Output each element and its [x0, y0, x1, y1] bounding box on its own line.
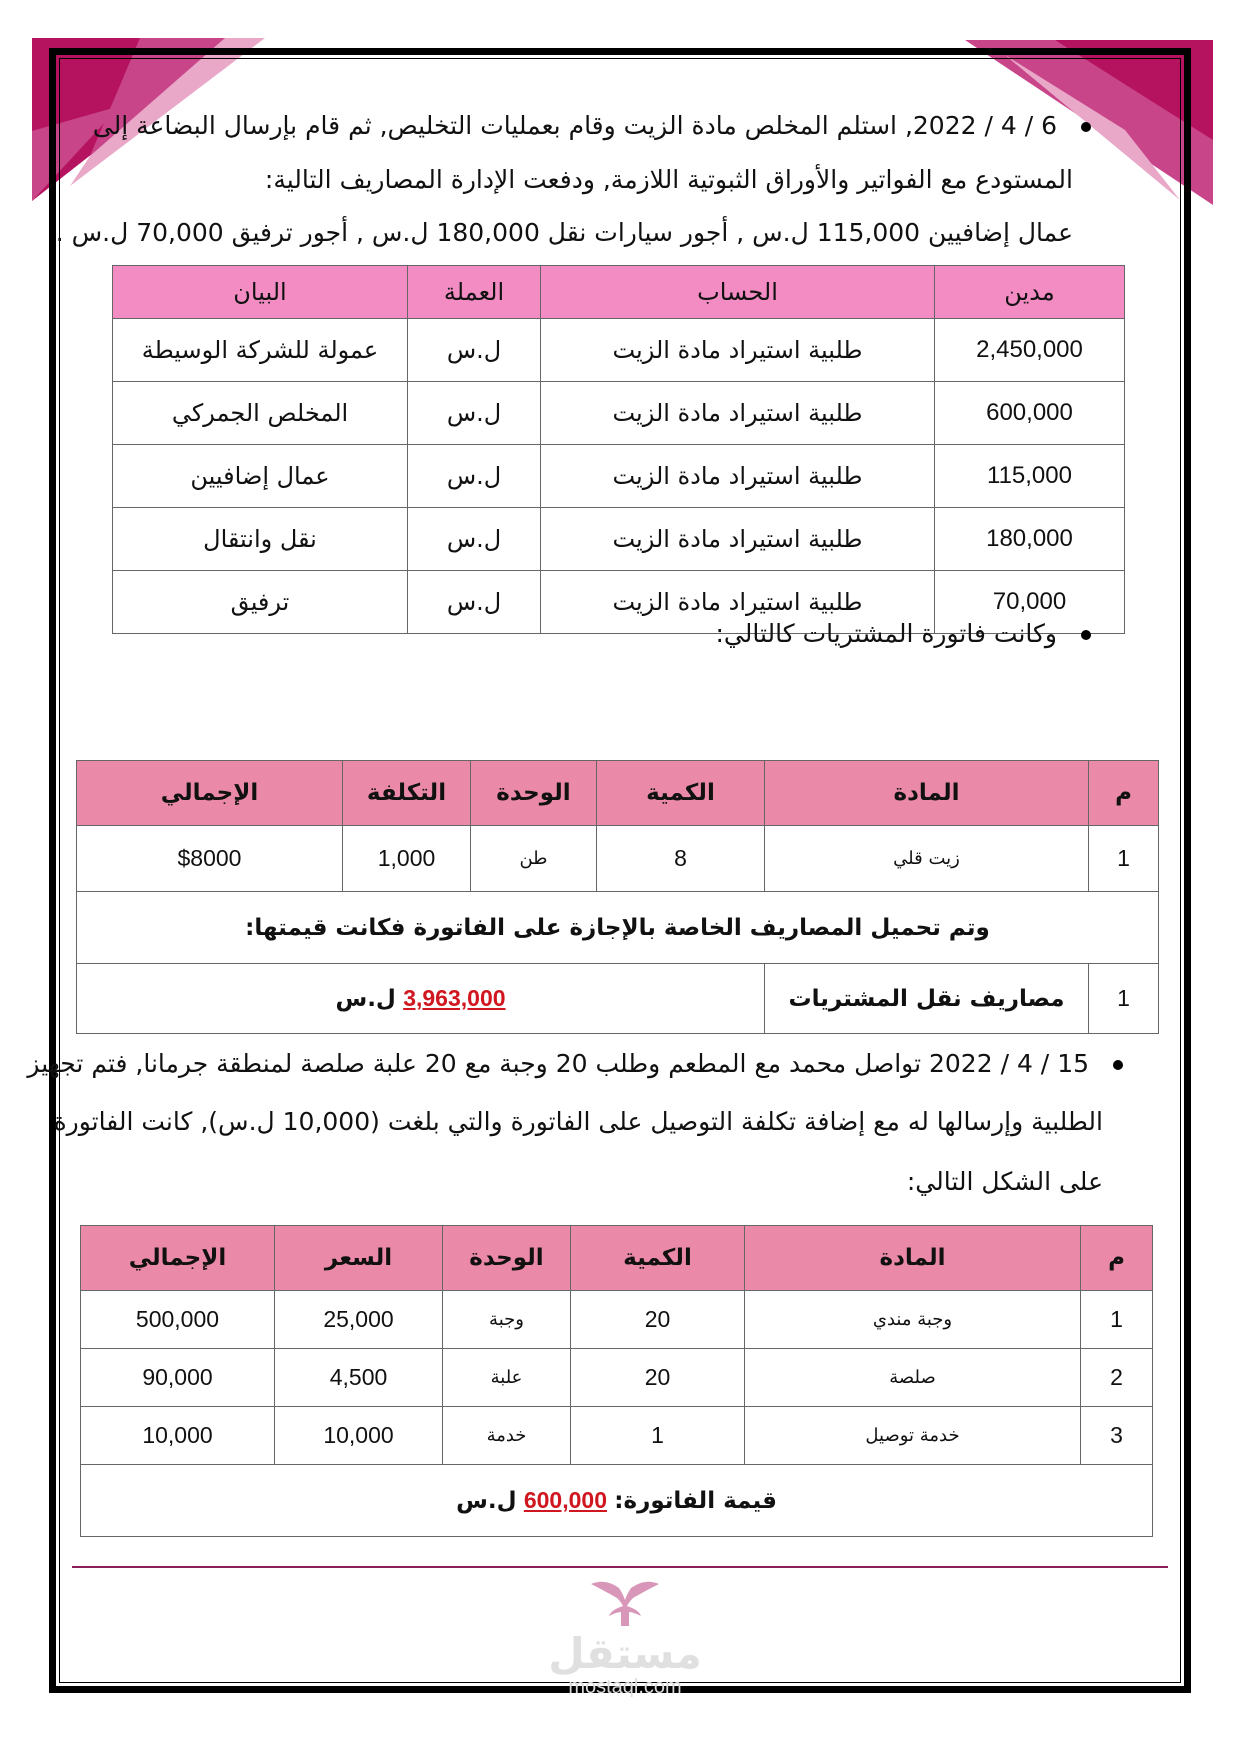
currency-label: ل.س [335, 986, 396, 1012]
total-cell: 10,000 [81, 1407, 275, 1465]
paragraph-line: على الشكل التالي: [906, 1167, 1103, 1196]
invoice-total-cell [81, 1465, 1153, 1537]
item-cell: صلصة [745, 1349, 1081, 1407]
expense-label: مصاريف نقل المشتريات [765, 964, 1089, 1034]
item-cell: خدمة توصيل [745, 1407, 1081, 1465]
bullet-icon [1081, 122, 1091, 132]
currency-cell: ل.س [408, 319, 541, 382]
paragraph-line: عمال إضافيين 115,000 ل.س , أجور سيارات نقل 180,000 ل.س , أجور ترفيق 70,000 ل.س . [55, 218, 1073, 247]
text: وكانت فاتورة المشتريات كالتالي: [715, 619, 1057, 648]
expense-value-cell [77, 964, 765, 1034]
qty-cell: 1 [571, 1407, 745, 1465]
unit-cell: وجبة [443, 1291, 571, 1349]
qty-cell: 20 [571, 1349, 745, 1407]
footer-divider [72, 1566, 1168, 1568]
debit-cell: 600,000 [935, 382, 1125, 445]
unit-cell: خدمة [443, 1407, 571, 1465]
table-header-row [77, 761, 1159, 826]
no-cell: 2 [1081, 1349, 1153, 1407]
unit-cell: طن [471, 826, 597, 892]
table-row [81, 1349, 1153, 1407]
table-row [81, 1407, 1153, 1465]
note-row [77, 892, 1159, 964]
header-price: السعر [275, 1226, 443, 1291]
invoice-note: وتم تحميل المصاريف الخاصة بالإجازة على الفاتورة فكانت قيمتها: [77, 892, 1159, 964]
invoice-total-value: 600,000 [523, 1487, 607, 1513]
invoice-total-row [81, 1465, 1153, 1537]
paragraph-line [93, 112, 1091, 140]
expense-value: 3,963,000 [403, 985, 506, 1011]
debit-cell: 70,000 [935, 571, 1125, 634]
bullet-icon [1113, 1060, 1123, 1070]
debit-cell: 2,450,000 [935, 319, 1125, 382]
journal-entries-table [112, 265, 1125, 634]
table-row [113, 319, 1125, 382]
purchase-invoice-table [76, 760, 1159, 1034]
account-cell: طلبية استيراد مادة الزيت [541, 319, 935, 382]
paragraph-line: المستودع مع الفواتير والأوراق الثبوتية اللازمة, ودفعت الإدارة المصاريف التالية: [264, 165, 1073, 194]
table-row [77, 826, 1159, 892]
qty-cell: 8 [597, 826, 765, 892]
price-cell: 4,500 [275, 1349, 443, 1407]
restaurant-invoice-table [80, 1225, 1153, 1537]
header-no: م [1089, 761, 1159, 826]
header-unit: الوحدة [471, 761, 597, 826]
debit-cell: 115,000 [935, 445, 1125, 508]
price-cell: 25,000 [275, 1291, 443, 1349]
statement-cell: عمولة للشركة الوسيطة [113, 319, 408, 382]
cost-cell: 1,000 [343, 826, 471, 892]
unit-cell: علبة [443, 1349, 571, 1407]
header-item: المادة [765, 761, 1089, 826]
no-cell: 1 [1081, 1291, 1153, 1349]
no-cell: 1 [1089, 826, 1159, 892]
total-cell: 500,000 [81, 1291, 275, 1349]
statement-cell: عمال إضافيين [113, 445, 408, 508]
header-cost: التكلفة [343, 761, 471, 826]
header-unit: الوحدة [443, 1226, 571, 1291]
account-cell: طلبية استيراد مادة الزيت [541, 508, 935, 571]
paragraph-line: الطلبية وإرسالها له مع إضافة تكلفة التوصيل على الفاتورة والتي بلغت (10,000 ل.س), كانت الفاتورة [53, 1107, 1103, 1136]
header-item: المادة [745, 1226, 1081, 1291]
statement-cell: نقل وانتقال [113, 508, 408, 571]
expense-row [77, 964, 1159, 1034]
account-cell: طلبية استيراد مادة الزيت [541, 382, 935, 445]
table-header-row [113, 266, 1125, 319]
invoice-total-label: قيمة الفاتورة: [614, 1488, 777, 1514]
header-debit: مدين [935, 266, 1125, 319]
sprout-icon [587, 1580, 663, 1628]
header-no: م [1081, 1226, 1153, 1291]
currency-cell: ل.س [408, 571, 541, 634]
table-row [81, 1291, 1153, 1349]
statement-cell: المخلص الجمركي [113, 382, 408, 445]
account-cell: طلبية استيراد مادة الزيت [541, 571, 935, 634]
header-currency: العملة [408, 266, 541, 319]
item-cell: وجبة مندي [745, 1291, 1081, 1349]
text: 6 / 4 / 2022, استلم المخلص مادة الزيت وقام بعمليات التخليص, ثم قام بإرسال البضاعة إلى [92, 111, 1057, 140]
currency-cell: ل.س [408, 445, 541, 508]
table-row [113, 382, 1125, 445]
item-cell: زيت قلي [765, 826, 1089, 892]
table-header-row [81, 1226, 1153, 1291]
debit-cell: 180,000 [935, 508, 1125, 571]
header-statement: البيان [113, 266, 408, 319]
total-cell: 90,000 [81, 1349, 275, 1407]
account-cell: طلبية استيراد مادة الزيت [541, 445, 935, 508]
mostaql-logo [540, 1580, 710, 1699]
currency-cell: ل.س [408, 382, 541, 445]
header-total: الإجمالي [77, 761, 343, 826]
no-cell: 3 [1081, 1407, 1153, 1465]
no-cell: 1 [1089, 964, 1159, 1034]
total-cell: $8000 [77, 826, 343, 892]
text: 15 / 4 / 2022 تواصل محمد مع المطعم وطلب 20 وجبة مع 20 علبة صلصة لمنطقة جرمانا, فتم تجهيز [27, 1049, 1089, 1078]
paragraph-line [716, 620, 1092, 648]
currency-cell: ل.س [408, 508, 541, 571]
currency-label: ل.س [456, 1488, 517, 1514]
header-qty: الكمية [597, 761, 765, 826]
table-row [113, 508, 1125, 571]
paragraph-line [27, 1050, 1123, 1078]
header-qty: الكمية [571, 1226, 745, 1291]
qty-cell: 20 [571, 1291, 745, 1349]
statement-cell: ترفيق [113, 571, 408, 634]
logo-url: mostaql.com [568, 1676, 682, 1698]
bullet-icon [1081, 630, 1091, 640]
logo-text: مستقل [548, 1629, 702, 1678]
price-cell: 10,000 [275, 1407, 443, 1465]
header-total: الإجمالي [81, 1226, 275, 1291]
table-row [113, 445, 1125, 508]
header-account: الحساب [541, 266, 935, 319]
